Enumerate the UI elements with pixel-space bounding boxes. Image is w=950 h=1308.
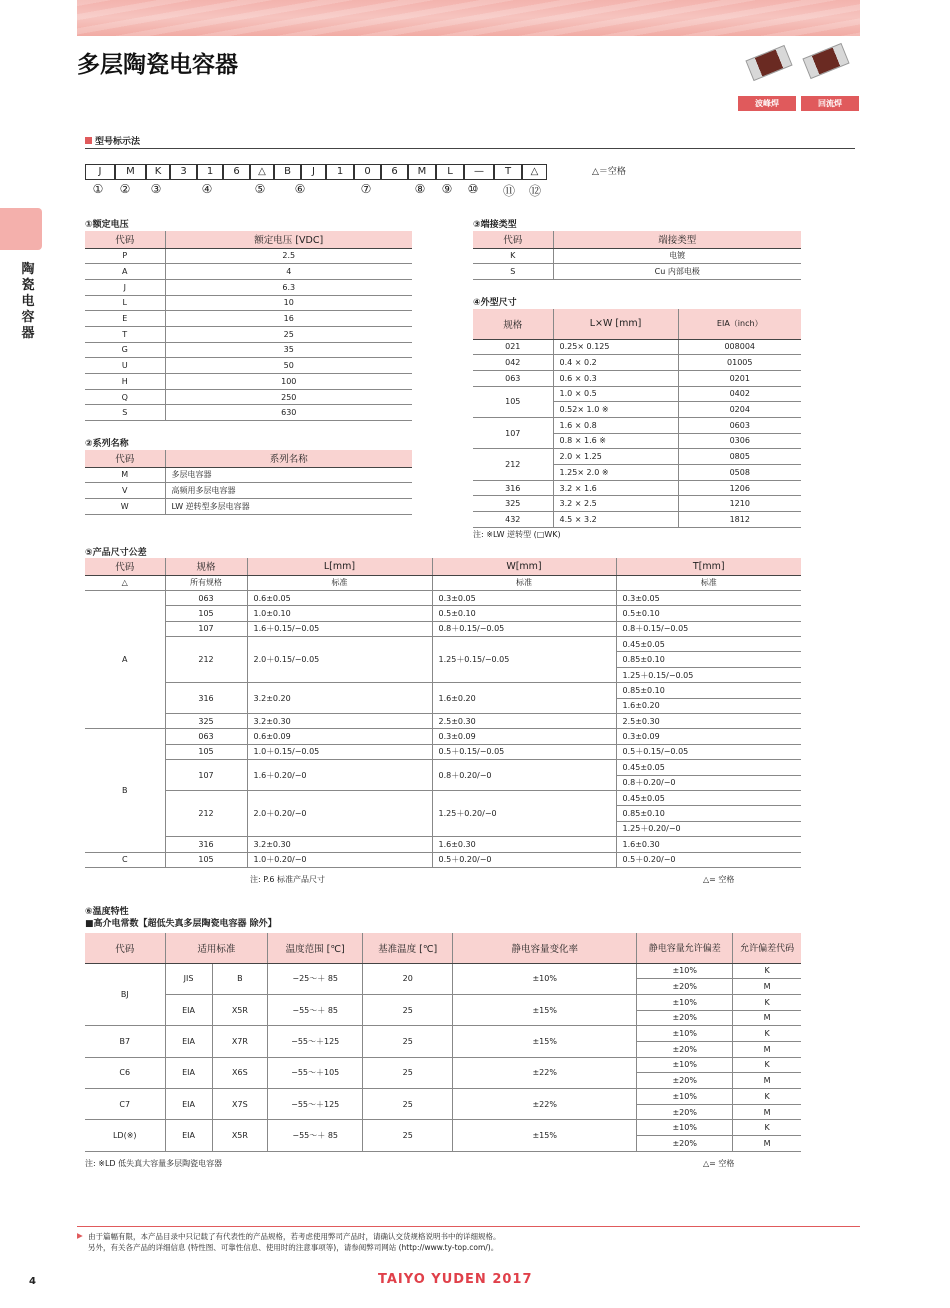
table-row: C 105 1.0＋0.20/−0 0.5＋0.20/−0 0.5＋0.20/−0 [85,852,801,867]
divider [85,148,855,149]
voltage-table: 代码 额定电压 [VDC] P 2.5 A 4 J 6.3 L 10 E 16 T 25 G 35 U 50 H 100 Q 250 S 630 [85,231,412,421]
table-row: ±20% M [85,1073,801,1089]
tolerance-note: 注: P.6 标准产品尺寸 [250,875,325,884]
table-row: V 高频用多层电容器 [85,483,412,499]
part-box: T [494,164,522,180]
table-row: 0.8 × 1.6 ※ 0306 [473,433,801,449]
dimensions-note: 注: ※LW 逆转型 (□WK) [473,530,561,539]
part-box: 1 [326,164,354,180]
index-number: ⑦ [360,182,372,196]
blank-note: △＝空格 [592,167,626,177]
table-row: 0.52× 1.0 ※ 0204 [473,402,801,418]
part-box: 3 [170,164,197,180]
table-row: 212 2.0 × 1.25 0805 [473,449,801,465]
table-row: 1.6±0.20 [85,698,801,713]
part-box: J [301,164,326,180]
footer-divider [77,1226,860,1227]
table-row: 0.85±0.10 [85,652,801,667]
section-partno: 型号标示法 [85,134,140,147]
table-row: 0.8＋0.20/−0 [85,775,801,790]
temp-title: ⑥温度特性 [85,907,129,917]
table-row: △ 所有规格 标准 标准 标准 [85,575,801,590]
table-row: 1.25＋0.15/−0.05 [85,667,801,682]
table-row: L 10 [85,295,412,311]
dimensions-title: ④外型尺寸 [473,298,517,308]
termination-title: ③端接类型 [473,220,517,230]
table-row: G 35 [85,342,412,358]
part-box: — [464,164,494,180]
termination-table: 代码 端接类型 K 电镀 S Cu 内部电极 [473,231,801,280]
part-box: 1 [197,164,223,180]
table-row: 021 0.25× 0.125 008004 [473,339,801,355]
table-row: W LW 逆转型多层电容器 [85,498,412,514]
table-row: 1.25＋0.20/−0 [85,821,801,836]
table-row: 212 2.0＋0.15/−0.05 1.25＋0.15/−0.05 0.45±0.05 [85,637,801,652]
part-box: △ [250,164,274,180]
part-box: J [85,164,115,180]
part-box: 0 [354,164,381,180]
table-row: 105 1.0 × 0.5 0402 [473,386,801,402]
part-box: L [436,164,464,180]
table-row: S Cu 内部电极 [473,264,801,280]
table-row: 212 2.0＋0.20/−0 1.25＋0.20/−0 0.45±0.05 [85,790,801,805]
series-table: 代码 系列名称 M 多层电容器 V 高频用多层电容器 W LW 逆转型多层电容器 [85,450,412,515]
table-row: M 多层电容器 [85,467,412,483]
table-row: 105 1.0＋0.15/−0.05 0.5＋0.15/−0.05 0.5＋0.15/−0.05 [85,744,801,759]
header-banner [77,0,860,36]
table-row: P 2.5 [85,248,412,264]
table-row: 1.25× 2.0 ※ 0508 [473,465,801,481]
index-number: ⑫ [528,184,541,198]
temp-note: 注: ※LD 低失真大容量多层陶瓷电容器 [85,1159,223,1168]
table-row: EIA X5R −55～＋ 85 25 ±15% ±10% K [85,994,801,1010]
part-box: B [274,164,301,180]
table-row: U 50 [85,358,412,374]
table-row: A 063 0.6±0.05 0.3±0.05 0.3±0.05 [85,590,801,605]
index-number: ⑥ [294,182,306,196]
table-row: 316 3.2 × 1.6 1206 [473,480,801,496]
table-row: C6 EIA X6S −55～＋105 25 ±22% ±10% K [85,1057,801,1073]
footer-arrow-icon: ▶ [77,1231,83,1240]
index-number: ③ [150,182,162,196]
table-row: C7 EIA X7S −55～＋125 25 ±22% ±10% K [85,1089,801,1105]
table-row: 325 3.2±0.30 2.5±0.30 2.5±0.30 [85,714,801,729]
table-row: 325 3.2 × 2.5 1210 [473,496,801,512]
side-tab[interactable] [0,208,42,250]
table-row: K 电镀 [473,248,801,264]
table-row: ±20% M [85,1010,801,1026]
part-box: K [146,164,170,180]
table-row: ±20% M [85,1104,801,1120]
part-box: M [115,164,146,180]
table-row: 107 1.6 × 0.8 0603 [473,417,801,433]
table-row: 063 0.6 × 0.3 0201 [473,370,801,386]
table-row: BJ JIS B −25～＋ 85 20 ±10% ±10% K [85,963,801,979]
voltage-title: ①额定电压 [85,220,129,230]
table-row: 316 3.2±0.30 1.6±0.30 1.6±0.30 [85,837,801,852]
table-row: H 100 [85,374,412,390]
part-box: M [408,164,436,180]
table-row: B7 EIA X7R −55～＋125 25 ±15% ±10% K [85,1026,801,1042]
table-row: 0.85±0.10 [85,806,801,821]
table-row: 042 0.4 × 0.2 01005 [473,355,801,371]
table-row: B 063 0.6±0.09 0.3±0.09 0.3±0.09 [85,729,801,744]
table-row: 107 1.6＋0.15/−0.05 0.8＋0.15/−0.05 0.8＋0.15/−0.05 [85,621,801,636]
series-title: ②系列名称 [85,439,129,449]
table-row: J 6.3 [85,279,412,295]
tolerance-table: 代码 规格 L[mm] W[mm] T[mm] △ 所有规格 标准 标准 标准 A 063 0.6±0.05 0.3±0.05 0.3±0.05 105 1.0±0.10 0.5±0.10 0.5±0.10 107 1.6＋0.15/−0.05 0.8＋0.15/−0.05 0.8＋0.15/−0.05 212 2.0＋0.15/−0.05 1.25＋0.15/−0.05 0.45±0.05 0.85±0.10 1.25＋0.15/−0.05 316 3.2±0.20 1.6±0.20 0.85±0.10 1.6±0.20 325 3.2±0.30 2.5±0.30 2.5±0.30 B 063 0.6±0.09 0.3±0.09 0.3±0.09 105 1.0＋0.15/−0.05 0.5＋0.15/−0.05 0.5＋0.15/−0.05 107 1.6＋0.20/−0 0.8＋0.20/−0 0.45±0.05 0.8＋0.20/−0 212 2.0＋0.20/−0 1.25＋0.20/−0 0.45±0.05 0.85±0.10 1.25＋0.20/−0 316 3.2±0.30 1.6±0.30 1.6±0.30 C 105 1.0＋0.20/−0 0.5＋0.20/−0 0.5＋0.20/−0 [85,558,801,868]
temp-subtitle: ■高介电常数【超低失真多层陶瓷电容器 除外】 [85,919,277,929]
part-box: 6 [223,164,250,180]
index-number: ① [92,182,104,196]
tolerance-title: ⑤产品尺寸公差 [85,548,147,558]
index-number: ⑧ [414,182,426,196]
temp-blank: △= 空格 [703,1159,735,1168]
table-row: E 16 [85,311,412,327]
side-tab-label: 陶瓷电容器 [21,262,35,341]
table-row: A 4 [85,264,412,280]
index-number: ⑨ [441,182,453,196]
table-row: S 630 [85,405,412,421]
index-number: ② [119,182,131,196]
badge-reflow-solder: 回流焊 [801,96,859,111]
table-row: 432 4.5 × 3.2 1812 [473,512,801,528]
table-row: T 25 [85,326,412,342]
table-row: Q 250 [85,389,412,405]
page-title: 多层陶瓷电容器 [77,52,238,78]
dimensions-table: 规格 L×W [mm] EIA（inch） 021 0.25× 0.125 008004 042 0.4 × 0.2 01005 063 0.6 × 0.3 0201 105 1.0 × 0.5 0402 0.52× 1.0 ※ 0204 107 1.6 × 0.8 0603 0.8 × 1.6 ※ 0306 212 2.0 × 1.25 0805 1.25× 2.0 ※ 0508 316 3.2 × 1.6 1206 325 3.2 × 2.5 1210 432 4.5 × 3.2 1812 [473,309,801,528]
badge-wave-solder: 波峰焊 [738,96,796,111]
footer-text: 由于篇幅有限，本产品目录中只记载了有代表性的产品规格，若考虑使用弊司产品时，请确认交货规格说明书中的详细规格。 另外，有关各产品的详细信息 (特性图、可靠性信息、使用时的注意事项等)，请参阅弊司网站 (http://www.ty-top.com/)。 [88,1232,501,1252]
page-number: 4 [29,1276,36,1287]
index-number: ⑩ [467,182,479,196]
table-row: 107 1.6＋0.20/−0 0.8＋0.20/−0 0.45±0.05 [85,760,801,775]
temp-table: 代码 适用标准 温度范围 [℃] 基准温度 [℃] 静电容量变化率 静电容量允许偏差 允许偏差代码 BJ JIS B −25～＋ 85 20 ±10% ±10% K ±20% M EIA X5R −55～＋ 85 25 ±15% ±10% K ±20% M B7 EIA X7R −55～＋125 25 ±15% ±10% K ±20% M C6 EIA X6S −55～＋105 25 ±22% ±10% K ±20% M C7 EIA X7S −55～＋125 25 ±22% ±10% K ±20% M LD(※) EIA X5R −55～＋ 85 25 ±15% ±10% K ±20% M [85,933,801,1152]
table-row: 316 3.2±0.20 1.6±0.20 0.85±0.10 [85,683,801,698]
table-row: ±20% M [85,979,801,995]
part-box: △ [522,164,547,180]
part-box: 6 [381,164,408,180]
table-row: ±20% M [85,1041,801,1057]
table-row: ±20% M [85,1136,801,1152]
index-number: ⑤ [254,182,266,196]
index-number: ⑪ [502,184,515,198]
table-row: LD(※) EIA X5R −55～＋ 85 25 ±15% ±10% K [85,1120,801,1136]
table-row: 105 1.0±0.10 0.5±0.10 0.5±0.10 [85,606,801,621]
index-number: ④ [201,182,213,196]
brand-logo: TAIYO YUDEN 2017 [378,1272,533,1287]
tolerance-blank: △= 空格 [703,875,735,884]
